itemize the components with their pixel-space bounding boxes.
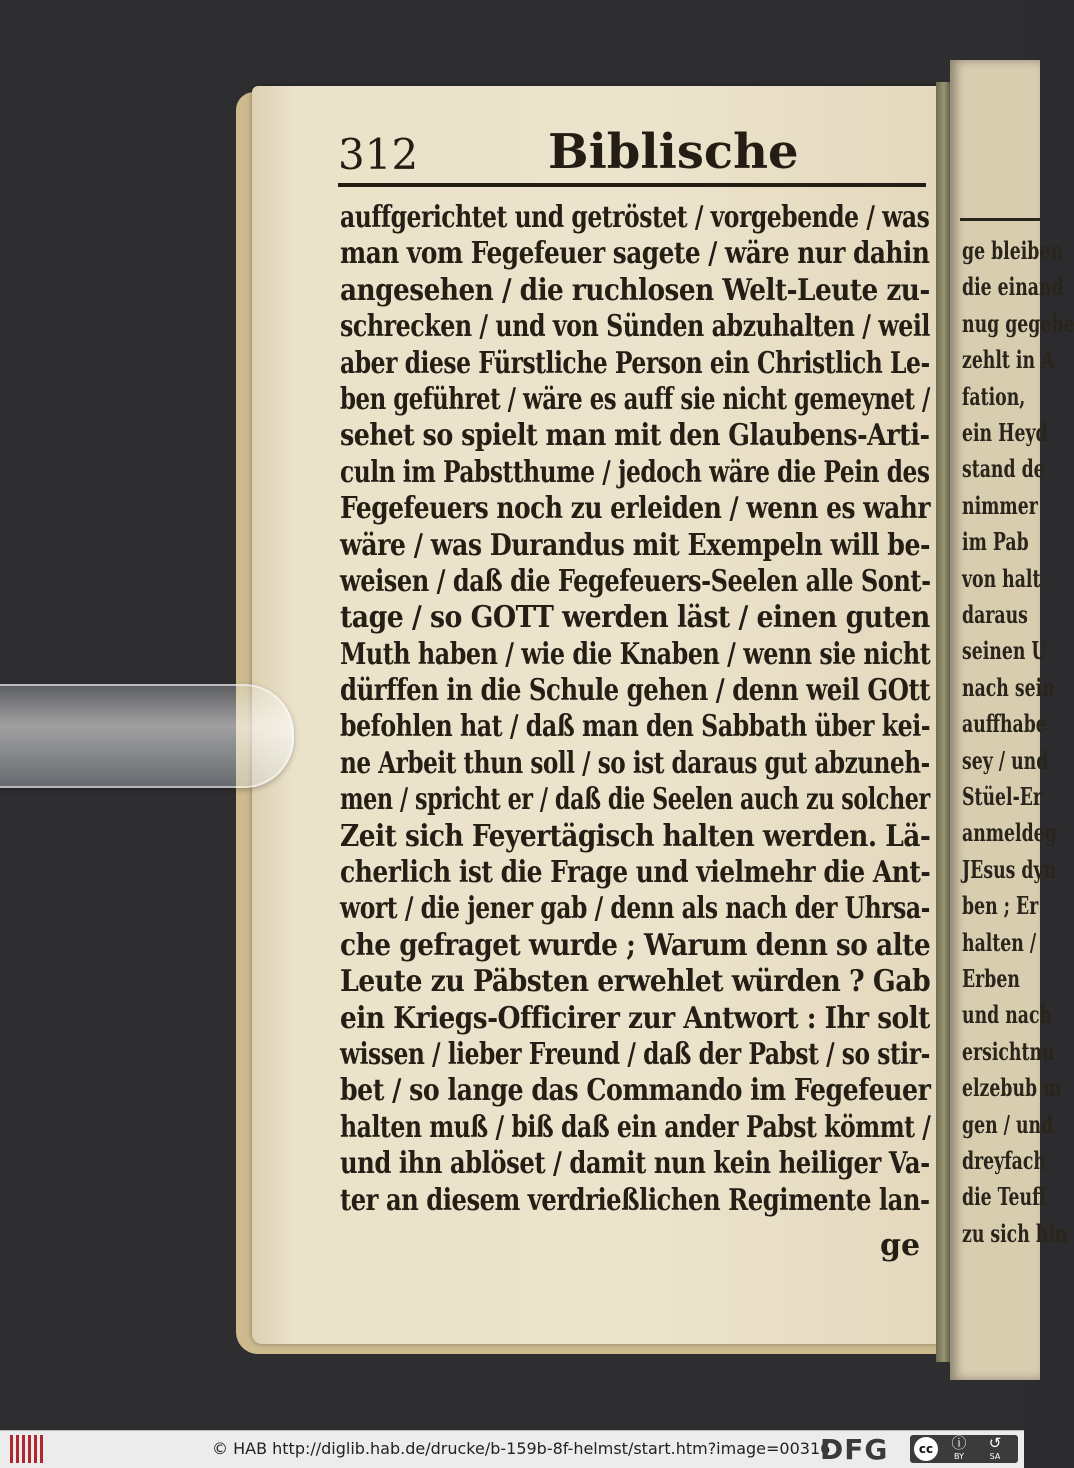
text-line: schrecken / und von Sünden abzuhalten / weil [340,309,930,345]
adjacent-text-fragment: zehlt in A [962,345,1055,375]
adjacent-text-fragment: anmeldeg [962,818,1057,848]
glass-clip [0,684,294,788]
text-line: wäre / was Durandus mit Exempeln will be- [340,527,931,563]
text-line: tage / so GOTT werden läst / einen guten [340,600,930,636]
sa-symbol: ↺ [988,1434,1002,1452]
adjacent-text-fragment: gen / und [962,1109,1054,1139]
text-line: ein Kriegs-Officirer zur Antwort : Ihr solt [340,1000,930,1036]
text-line: Leute zu Päbsten erwehlet würden ? Gab [340,964,931,1000]
text-line: angesehen / die ruchlosen Welt-Leute zu- [340,272,930,308]
dfg-logo: DFG [820,1433,889,1466]
adjacent-text-fragment: und nach [962,1000,1053,1030]
sa-label: SA [989,1452,1001,1461]
adjacent-text-fragment: ge bleiben [962,236,1063,265]
catchword: ge [880,1228,921,1263]
adjacent-text-fragment: zu sich hin [962,1218,1068,1248]
cc-icon: cc [914,1437,938,1461]
text-line: wissen / lieber Freund / daß der Pabst / so stir- [340,1036,930,1072]
by-label: BY [954,1452,964,1461]
adjacent-text-fragment: daraus [962,600,1028,629]
adjacent-text-fragment: auffhabe [962,709,1047,739]
text-line: Zeit sich Feyertägisch halten werden. Lä- [340,818,931,854]
adjacent-text-fragment: die Teuff [962,1182,1047,1212]
adjacent-text-fragment: ein Heyd [962,418,1048,447]
page-number: 312 [338,130,419,179]
copyright-link[interactable]: © HAB http://diglib.hab.de/drucke/b-159b-8f-helmst/start.htm?image=00316 [212,1439,831,1458]
adjacent-text-fragment: im Pab [962,527,1029,557]
adjacent-text-fragment: elzebub m [962,1073,1062,1103]
text-line: aber diese Fürstliche Person ein Christlich Le- [340,345,930,381]
cc-license-badge[interactable] [910,1435,1018,1463]
adjacent-text-fragment: nach sein [962,672,1055,702]
text-line: ne Arbeit thun soll / so ist daraus gut abzuneh- [340,745,930,781]
adjacent-text-fragment: dreyfach [962,1146,1046,1175]
adjacent-text-fragment: nimmer [962,490,1038,520]
text-line: auffgerichtet und getröstet / vorgebende / was [340,200,930,235]
text-line: befohlen hat / daß man den Sabbath über kei- [340,709,931,745]
text-line: wort / die jener gab / denn als nach der Uhrsa- [340,891,930,927]
text-line: sehet so spielt man mit den Glaubens-Arti- [340,418,930,454]
adjacent-text-fragment: halten / [962,927,1037,957]
text-line: Fegefeuers noch zu erleiden / wenn es wahr [340,491,931,527]
text-line: halten muß / biß daß ein ander Pabst kömmt / [340,1109,931,1145]
adjacent-text-fragment: fation, [962,381,1026,411]
adjacent-text-fragment: stand de [962,454,1045,484]
adjacent-text-fragment: Erben [962,964,1020,993]
hab-logo-icon [8,1435,48,1463]
text-line: men / spricht er / daß die Seelen auch zu solcher [340,782,930,818]
text-line: weisen / daß die Fegefeuers-Seelen alle Sont- [340,563,931,599]
viewer-footer [0,1430,1024,1468]
adjacent-text-fragment: Stüel-Er [962,782,1043,811]
text-line: bet / so lange das Commando im Fegefeuer [340,1073,931,1109]
running-head: Biblische [548,124,799,180]
text-line: che gefraget wurde ; Warum denn so alte [340,927,931,963]
header-rule [338,183,926,187]
adjacent-text-fragment: ersichtnu [962,1036,1055,1066]
text-line: culn im Pabstthume / jedoch wäre die Pein des [340,454,930,490]
text-line: ben geführet / wäre es auff sie nicht gemeynet / [340,381,930,417]
page-header [338,124,928,184]
adjacent-text-fragment: nug gegebe [962,308,1074,338]
text-line: ter an diesem verdrießlichen Regimente lan- [340,1182,930,1218]
page-body-text [340,200,930,1219]
by-icon [944,1435,974,1463]
adjacent-page-rule [960,218,1040,221]
adjacent-text-fragment: seinen U [962,636,1047,666]
adjacent-text-fragment: sey / und [962,745,1049,775]
adjacent-text-fragment: von halt [962,563,1041,593]
text-line: man vom Fegefeuer sagete / wäre nur dahin [340,236,930,272]
sa-icon [980,1435,1010,1463]
text-line: Muth haben / wie die Knaben / wenn sie nicht [340,636,931,672]
adjacent-text-fragment: die einand [962,272,1064,302]
adjacent-text-fragment: JEsus dyn [962,854,1057,884]
text-line: cherlich ist die Frage und vielmehr die Ant- [340,855,931,891]
by-symbol: ⓘ [951,1434,967,1452]
text-line: dürffen in die Schule gehen / denn weil GOtt [340,673,931,709]
adjacent-page [950,60,1074,1380]
text-line: und ihn ablöset / damit nun kein heiliger Va- [340,1146,930,1182]
adjacent-text-fragment: ben ; Er [962,891,1039,921]
